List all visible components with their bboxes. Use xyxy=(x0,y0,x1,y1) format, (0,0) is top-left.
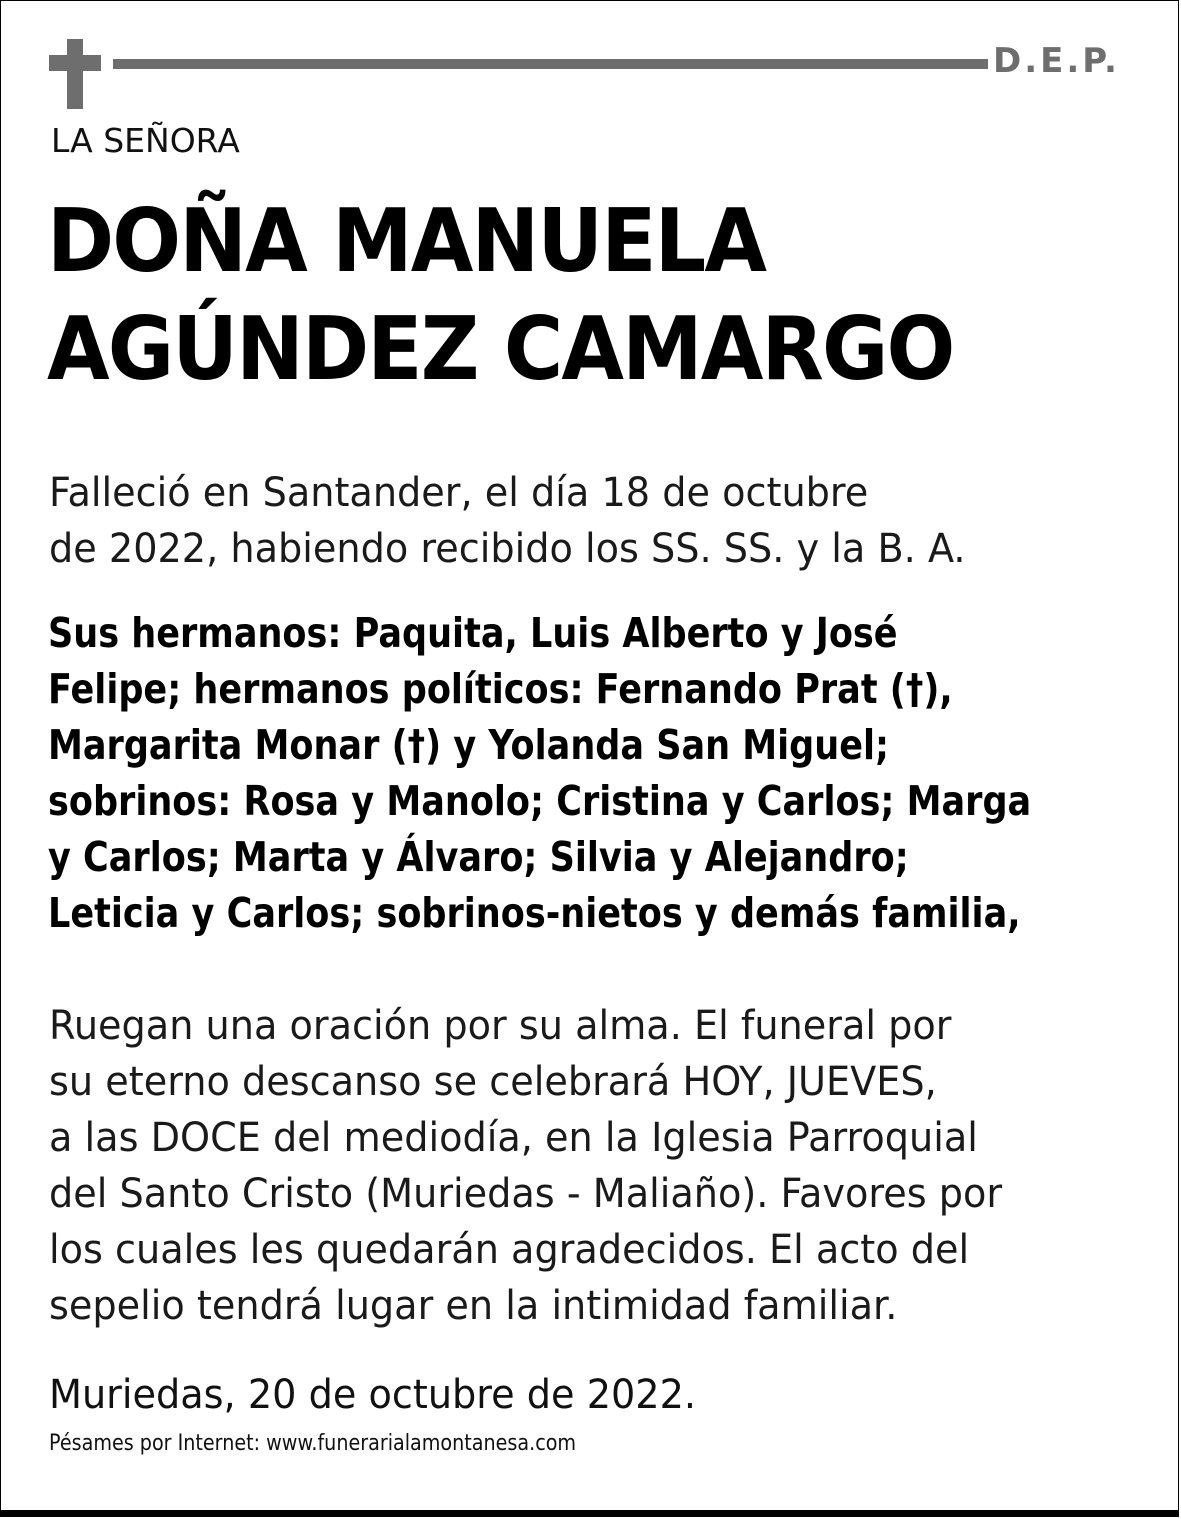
condolences-web-note: Pésames por Internet: www.funerarialamontanesa.com xyxy=(49,1431,577,1456)
family-line-2: Felipe; hermanos políticos: Fernando Prat (†), xyxy=(48,665,953,713)
death-line-2: de 2022, habiendo recibido los SS. SS. y la B. A. xyxy=(49,526,966,572)
family-line-4: sobrinos: Rosa y Manolo; Cristina y Carlos; Marga xyxy=(48,777,1032,825)
name-line-1: DOÑA MANUELA xyxy=(47,190,766,292)
family-line-5: y Carlos; Marta y Álvaro; Silvia y Alejandro; xyxy=(48,833,909,881)
funeral-line-6: sepelio tendrá lugar en la intimidad familiar. xyxy=(49,1283,898,1329)
title-lead: LA SEÑORA xyxy=(51,121,240,160)
funeral-line-2: su eterno descanso se celebrará HOY, JUEVES, xyxy=(49,1059,937,1105)
family-paragraph xyxy=(48,605,1031,941)
family-line-6: Leticia y Carlos; sobrinos-nietos y demás familia, xyxy=(48,889,1021,937)
funeral-line-5: los cuales les quedarán agradecidos. El acto del xyxy=(49,1227,970,1273)
funeral-line-1: Ruegan una oración por su alma. El funeral por xyxy=(49,1003,952,1049)
cross-icon xyxy=(49,39,101,109)
death-paragraph xyxy=(49,465,966,577)
death-line-1: Falleció en Santander, el día 18 de octubre xyxy=(49,470,869,516)
header-rule xyxy=(113,59,988,69)
bottom-rule xyxy=(1,1510,1178,1516)
name-line-2: AGÚNDEZ CAMARGO xyxy=(47,298,954,400)
funeral-line-3: a las DOCE del mediodía, en la Iglesia Parroquial xyxy=(49,1115,978,1161)
family-line-1: Sus hermanos: Paquita, Luis Alberto y José xyxy=(48,609,898,657)
funeral-paragraph xyxy=(49,998,1002,1334)
dep-label: D.E.P. xyxy=(993,41,1120,81)
family-line-3: Margarita Monar (†) y Yolanda San Miguel; xyxy=(48,721,890,769)
funeral-line-4: del Santo Cristo (Muriedas - Maliaño). Favores por xyxy=(49,1171,1003,1217)
place-date: Muriedas, 20 de octubre de 2022. xyxy=(49,1372,697,1418)
deceased-name xyxy=(47,187,953,403)
